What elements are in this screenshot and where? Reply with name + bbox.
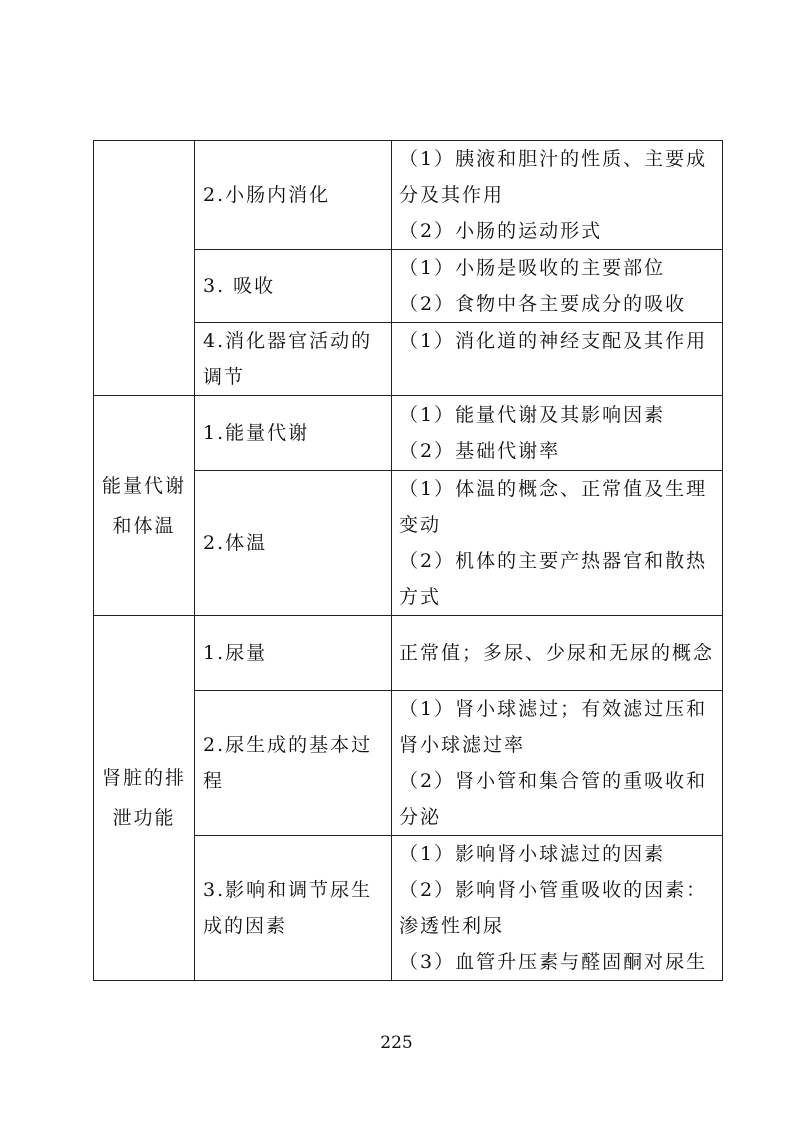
topic-cell [195, 141, 392, 250]
topic-cell [195, 396, 392, 471]
requirement-item: （3）血管升压素与醛固酮对尿生 [399, 951, 708, 973]
requirement-item: （1）影响肾小球滤过的因素 [399, 843, 666, 865]
unit-label: 能量代谢和体温 [101, 474, 186, 537]
requirement-cell [392, 836, 723, 981]
page-number: 225 [380, 1033, 413, 1053]
requirement-item: （2）小肠的运动形式 [399, 220, 603, 242]
topic-title: 3.影响和调节尿生成的因素 [203, 879, 373, 937]
table-row [94, 141, 723, 250]
unit-cell [94, 616, 195, 981]
requirement-item: 正常值；多尿、少尿和无尿的概念 [399, 642, 715, 664]
requirement-cell [392, 471, 723, 616]
unit-cell [94, 141, 195, 396]
requirement-item: （1）小肠是吸收的主要部位 [399, 257, 666, 279]
topic-cell [195, 250, 392, 323]
topic-title: 1.尿量 [203, 642, 268, 664]
topic-title: 2.尿生成的基本过程 [203, 734, 373, 792]
topic-cell [195, 836, 392, 981]
requirement-cell [392, 396, 723, 471]
unit-cell [94, 396, 195, 616]
topic-title: 2.小肠内消化 [203, 184, 331, 206]
topic-title: 2.体温 [203, 532, 268, 554]
requirement-item: （2）食物中各主要成分的吸收 [399, 293, 687, 315]
topic-title: 3. 吸收 [203, 275, 276, 297]
topic-cell [195, 323, 392, 396]
requirement-cell [392, 691, 723, 836]
requirement-item: （2）机体的主要产热器官和散热方式 [399, 550, 708, 608]
topic-cell [195, 616, 392, 691]
unit-label: 肾脏的排泄功能 [101, 767, 186, 829]
requirement-item: （1）体温的概念、正常值及生理变动 [399, 478, 708, 536]
requirement-cell [392, 616, 723, 691]
requirement-item: （1）肾小球滤过；有效滤过压和肾小球滤过率 [399, 698, 708, 756]
requirement-cell [392, 250, 723, 323]
requirement-item: （1）消化道的神经支配及其作用 [399, 330, 708, 352]
requirement-item: （2）肾小管和集合管的重吸收和分泌 [399, 770, 708, 828]
requirement-cell [392, 141, 723, 250]
topic-cell [195, 691, 392, 836]
requirement-item: （1）能量代谢及其影响因素 [399, 404, 666, 426]
requirement-item: （1）胰液和胆汁的性质、主要成分及其作用 [399, 148, 708, 206]
table-row [94, 396, 723, 471]
requirement-item: （2）影响肾小管重吸收的因素：渗透性利尿 [399, 879, 708, 937]
syllabus-table [93, 140, 723, 981]
topic-title: 1.能量代谢 [203, 422, 310, 444]
topic-cell [195, 471, 392, 616]
topic-title: 4.消化器官活动的调节 [203, 330, 373, 388]
requirement-cell [392, 323, 723, 396]
requirement-item: （2）基础代谢率 [399, 440, 561, 462]
table-row [94, 616, 723, 691]
